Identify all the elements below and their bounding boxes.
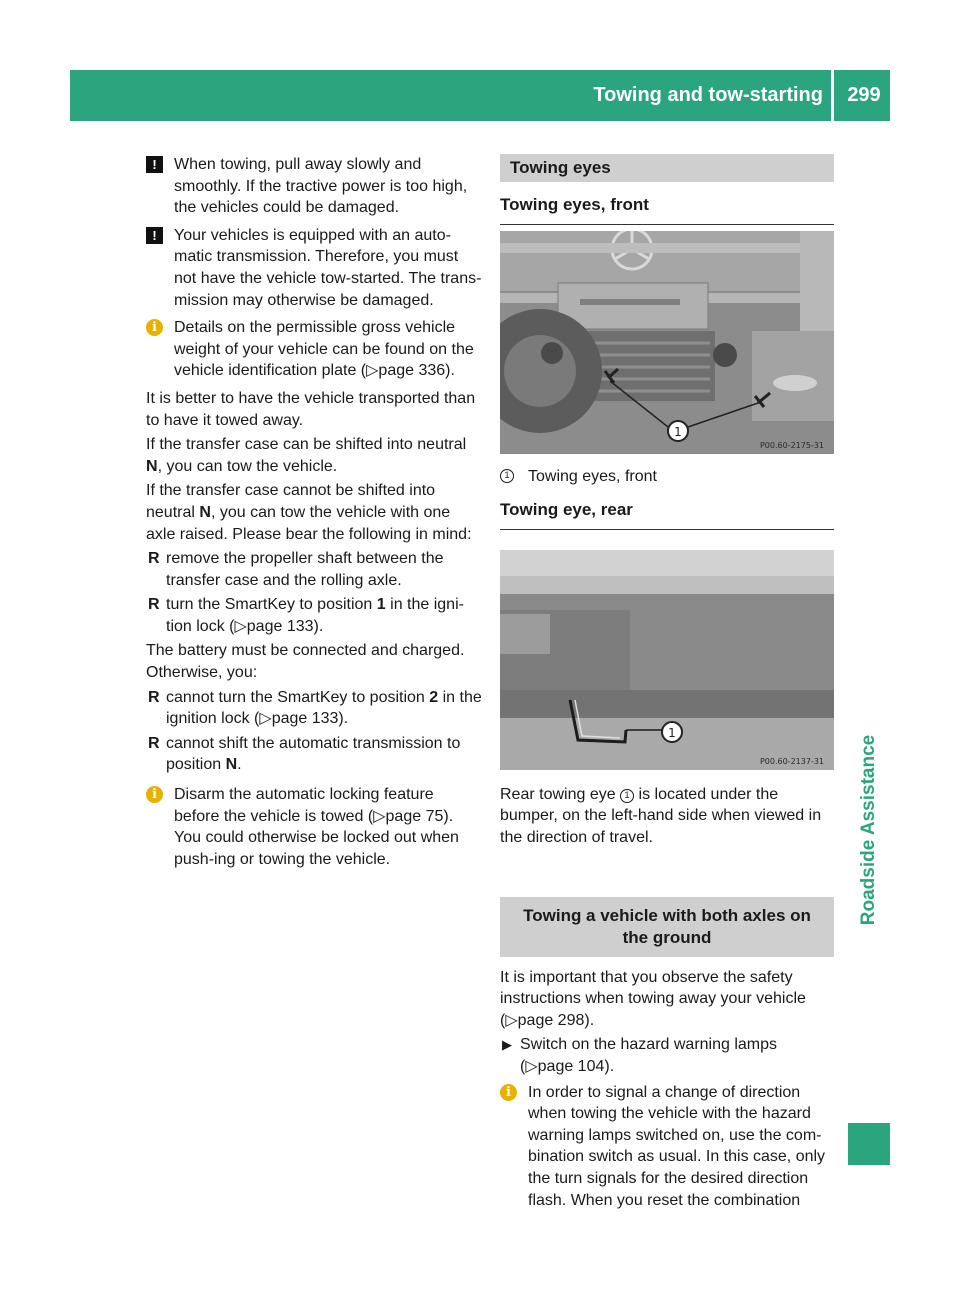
subsection-heading: Towing eye, rear (500, 499, 834, 530)
paragraph (500, 967, 834, 1032)
paragraph-text: is located under the bumper, on the left-hand side when viewed in the direction of travel. (500, 785, 822, 846)
info-text-end: ). (445, 362, 455, 380)
exclamation-icon: ! (146, 156, 163, 173)
info-text: In order to signal a change of direction when towing the vehicle with the hazard warning lamps switched on, use the com-bination switch as usual. In this case, only the turn signals for the desired direction flash. When you reset the combination (528, 1083, 826, 1209)
paragraph (146, 480, 482, 545)
photo-code: P00.60-2137-31 (759, 756, 824, 766)
bullet-icon: R (148, 596, 160, 614)
paragraph (500, 784, 834, 849)
side-tab-marker (848, 1123, 890, 1165)
warning-note (146, 154, 482, 219)
paragraph-text: Rear towing eye (500, 785, 621, 803)
page-reference-link[interactable]: page 133 (271, 710, 339, 728)
page-reference-link[interactable]: page 75 (385, 807, 444, 825)
position-label: 1 (376, 596, 386, 614)
list-item-text: ). (313, 617, 324, 635)
list-item (146, 687, 482, 730)
caption-text: Towing eyes, front (528, 467, 657, 485)
page-reference-link[interactable]: page 133 (246, 617, 314, 635)
paragraph-text: If the transfer case cannot be shifted into neutral (146, 482, 436, 521)
left-column (146, 154, 482, 876)
callout-number-badge: 1 (500, 469, 514, 483)
header-divider (831, 70, 834, 121)
side-tab-label: Roadside Assistance (858, 734, 879, 926)
position-label: 2 (429, 688, 439, 706)
bullet-icon: R (148, 734, 160, 752)
towing-eye-rear-photo (500, 550, 834, 770)
list-item-text: remove the propeller shaft between the transfer case and the rolling axle. (166, 550, 444, 589)
list-item-text: cannot shift the automatic transmission to position (166, 734, 461, 774)
info-icon: i (146, 786, 163, 803)
photo-callout-number: 1 (668, 725, 676, 740)
list-item-text: in the ignition lock ( (166, 688, 482, 728)
page-reference-link[interactable]: page 104 (537, 1057, 605, 1075)
warning-text: When towing, pull away slowly and smoothly. If the tractive power is too high, the vehicles could be damaged. (174, 156, 468, 217)
photo-code: P00.60-2175-31 (759, 440, 824, 450)
position-label: N (199, 503, 211, 521)
page-ref-arrow-icon: ▷ (525, 1057, 538, 1075)
paragraph: The battery must be connected and charged. Otherwise, you: (146, 642, 465, 682)
subsection-heading: Towing eyes, front (500, 194, 834, 225)
figure-caption (500, 466, 834, 488)
paragraph-text: ). (584, 1011, 595, 1029)
info-icon: i (146, 319, 163, 336)
paragraph-text: , you can tow the vehicle with one axle raised. Please bear the following in mind: (146, 503, 472, 543)
list-item-text: cannot turn the SmartKey to position (166, 688, 430, 706)
section-heading: Towing a vehicle with both axles on the ground (500, 897, 834, 957)
info-icon: i (500, 1084, 517, 1101)
step-text: Switch on the hazard warning lamps ( (520, 1036, 778, 1075)
right-column (500, 154, 834, 1217)
step-arrow-icon: ▶ (502, 1037, 512, 1053)
list-item (146, 548, 482, 591)
position-label: N (225, 756, 238, 774)
info-note (500, 1082, 834, 1212)
bullet-icon: R (148, 550, 160, 568)
list-item (146, 594, 482, 637)
callout-number-badge: 1 (620, 789, 634, 803)
info-text-end: ). You could otherwise be locked out when push-ing or towing the vehicle. (174, 807, 459, 868)
towing-eyes-front-photo (500, 231, 834, 454)
page-reference-link[interactable]: page 336 (378, 362, 446, 380)
list-item-text: in the igni-tion lock ( (166, 596, 464, 635)
list-item-text: ). (338, 710, 349, 728)
warning-note (146, 225, 482, 311)
warning-text: Your vehicles is equipped with an auto-matic transmission. Therefore, you must not have the vehicle tow-started. The trans-mission may otherwise be damaged. (174, 226, 482, 309)
paragraph-text: It is important that you observe the safety instructions when towing away your vehicle ( (500, 968, 806, 1029)
section-heading: Towing eyes (500, 154, 834, 182)
position-label: N (146, 457, 158, 475)
page-header-title: Towing and tow-starting (593, 84, 823, 106)
info-text: Disarm the automatic locking feature before the vehicle is towed ( (174, 786, 434, 825)
paragraph-text: If the transfer case can be shifted into neutral (146, 436, 467, 454)
info-note (146, 317, 482, 382)
bullet-icon: R (148, 688, 160, 706)
list-item (146, 733, 482, 776)
page-reference-link[interactable]: page 298 (517, 1011, 585, 1029)
paragraph (146, 434, 482, 477)
list-item-text: turn the SmartKey to position (166, 596, 377, 614)
page-ref-arrow-icon: ▷ (366, 362, 379, 380)
step-text: ). (604, 1057, 615, 1075)
page-ref-arrow-icon: ▷ (373, 807, 386, 825)
page-ref-arrow-icon: ▷ (505, 1011, 518, 1029)
info-text: Details on the permissible gross vehicle weight of your vehicle can be found on the vehicle identification plate ( (174, 319, 474, 380)
photo-callout-number: 1 (674, 424, 682, 439)
info-note (146, 784, 482, 870)
page-number: 299 (847, 84, 881, 106)
page-ref-arrow-icon: ▷ (234, 617, 247, 635)
list-item-text: . (237, 756, 242, 774)
paragraph-text: , you can tow the vehicle. (157, 457, 338, 475)
exclamation-icon: ! (146, 227, 163, 244)
paragraph: It is better to have the vehicle transported than to have it towed away. (146, 389, 476, 429)
page-ref-arrow-icon: ▷ (259, 710, 272, 728)
instruction-step (500, 1034, 834, 1077)
